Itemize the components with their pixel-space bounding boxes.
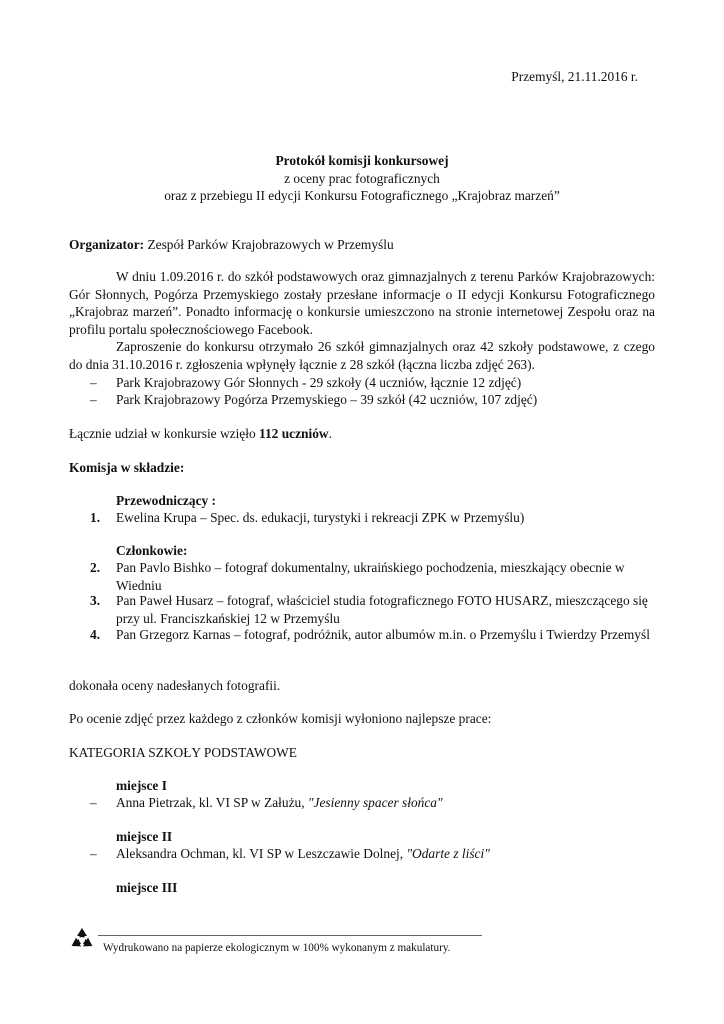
total-participants [69,425,655,443]
member-3-number: 3. [90,593,101,608]
category-heading: KATEGORIA SZKOŁY PODSTAWOWE [69,745,297,760]
selection-statement: Po ocenie zdjęć przez każdego z członków komisji wyłoniono najlepsze prace: [69,711,492,726]
footer-note: Wydrukowano na papierze ekologicznym w 100% wykonanym z makulatury. [103,942,451,954]
evaluation-statement: dokonała oceny nadesłanych fotografii. [69,678,281,693]
park-1-text: Park Krajobrazowy Gór Słonnych - 29 szkoły (4 uczniów, łącznie 12 zdjęć) [116,375,522,390]
park-2-text: Park Krajobrazowy Pogórza Przemyskiego – 39 szkół (42 uczniów, 107 zdjęć) [116,392,538,407]
place-1-work-title: "Jesienny spacer słońca" [307,795,443,810]
member-2 [90,559,660,594]
organizer-value: Zespół Parków Krajobrazowych w Przemyślu [144,237,394,252]
member-4 [90,626,660,644]
member-4-number: 4. [90,627,101,642]
dash-bullet: – [90,795,97,810]
place-2-heading: miejsce II [116,829,173,844]
member-3 [90,592,660,627]
total-count: 112 uczniów [259,426,329,441]
member-1-number: 1. [90,510,101,525]
members-heading: Członkowie: [116,543,188,558]
member-2-text: Pan Pavlo Bishko – fotograf dokumentalny, ukraińskiego pochodzenia, mieszkający obecnie w Wiedniu [116,560,625,593]
dash-bullet: – [90,375,97,390]
place-2-author: Aleksandra Ochman, kl. VI SP w Leszczawie Dolnej, [116,846,407,861]
place-2-text [116,845,490,863]
organizer-line [69,236,655,254]
dash-bullet: – [90,846,97,861]
place-1-author: Anna Pietrzak, kl. VI SP w Załużu, [116,795,308,810]
place-1-text [116,794,443,812]
place-2-work-title: "Odarte z liści" [406,846,490,861]
member-1 [90,509,660,527]
committee-heading: Komisja w składzie: [69,460,185,475]
member-3-text: Pan Paweł Husarz – fotograf, właściciel studia fotograficznego FOTO HUSARZ, mieszczącego się przy ul. Franciszkańskiej 12 w Przemyślu [116,593,648,626]
paragraph-submissions: Zaproszenie do konkursu otrzymało 26 szkół gimnazjalnych oraz 42 szkoły podstawowe, z czego do dnia 31.10.2016 r. zgłoszenia wpłynęły łącznie z 28 szkół (łączna liczba zdjęć 263). [69,339,655,372]
place-3-heading: miejsce III [116,880,178,895]
footer-divider [98,935,482,936]
member-1-text: Ewelina Krupa – Spec. ds. edukacji, turystyki i rekreacji ZPK w Przemyślu) [116,510,525,525]
recycle-icon [68,926,96,954]
document-title [69,152,655,205]
place-1-heading: miejsce I [116,778,167,793]
paragraph-invitation: W dniu 1.09.2016 r. do szkół podstawowych oraz gimnazjalnych z terenu Parków Krajobrazowych: Gór Słonnych, Pogórza Przemyskiego zostały przesłane informacje o II edycji Konkursu Fotograficznego „Krajobraz marzeń”. Ponadto informację o konkursie umieszczono na stronie internetowej Zespołu oraz na profilu portalu społecznościowego Facebook. [69,269,655,337]
chair-heading: Przewodniczący : [116,493,217,508]
document-date: Przemyśl, 21.11.2016 r. [511,69,638,84]
title-line-3: oraz z przebiegu II edycji Konkursu Fotograficznego „Krajobraz marzeń” [164,188,560,203]
total-prefix: Łącznie udział w konkursie wzięło [69,426,259,441]
title-line-1: Protokół komisji konkursowej [275,153,449,168]
total-suffix: . [328,426,332,441]
organizer-label: Organizator: [69,237,145,252]
member-2-number: 2. [90,560,101,575]
member-4-text: Pan Grzegorz Karnas – fotograf, podróżnik, autor albumów m.in. o Przemyślu i Twierdzy Przemyśl [116,627,650,642]
title-line-2: z oceny prac fotograficznych [284,170,440,186]
dash-bullet: – [90,392,97,407]
